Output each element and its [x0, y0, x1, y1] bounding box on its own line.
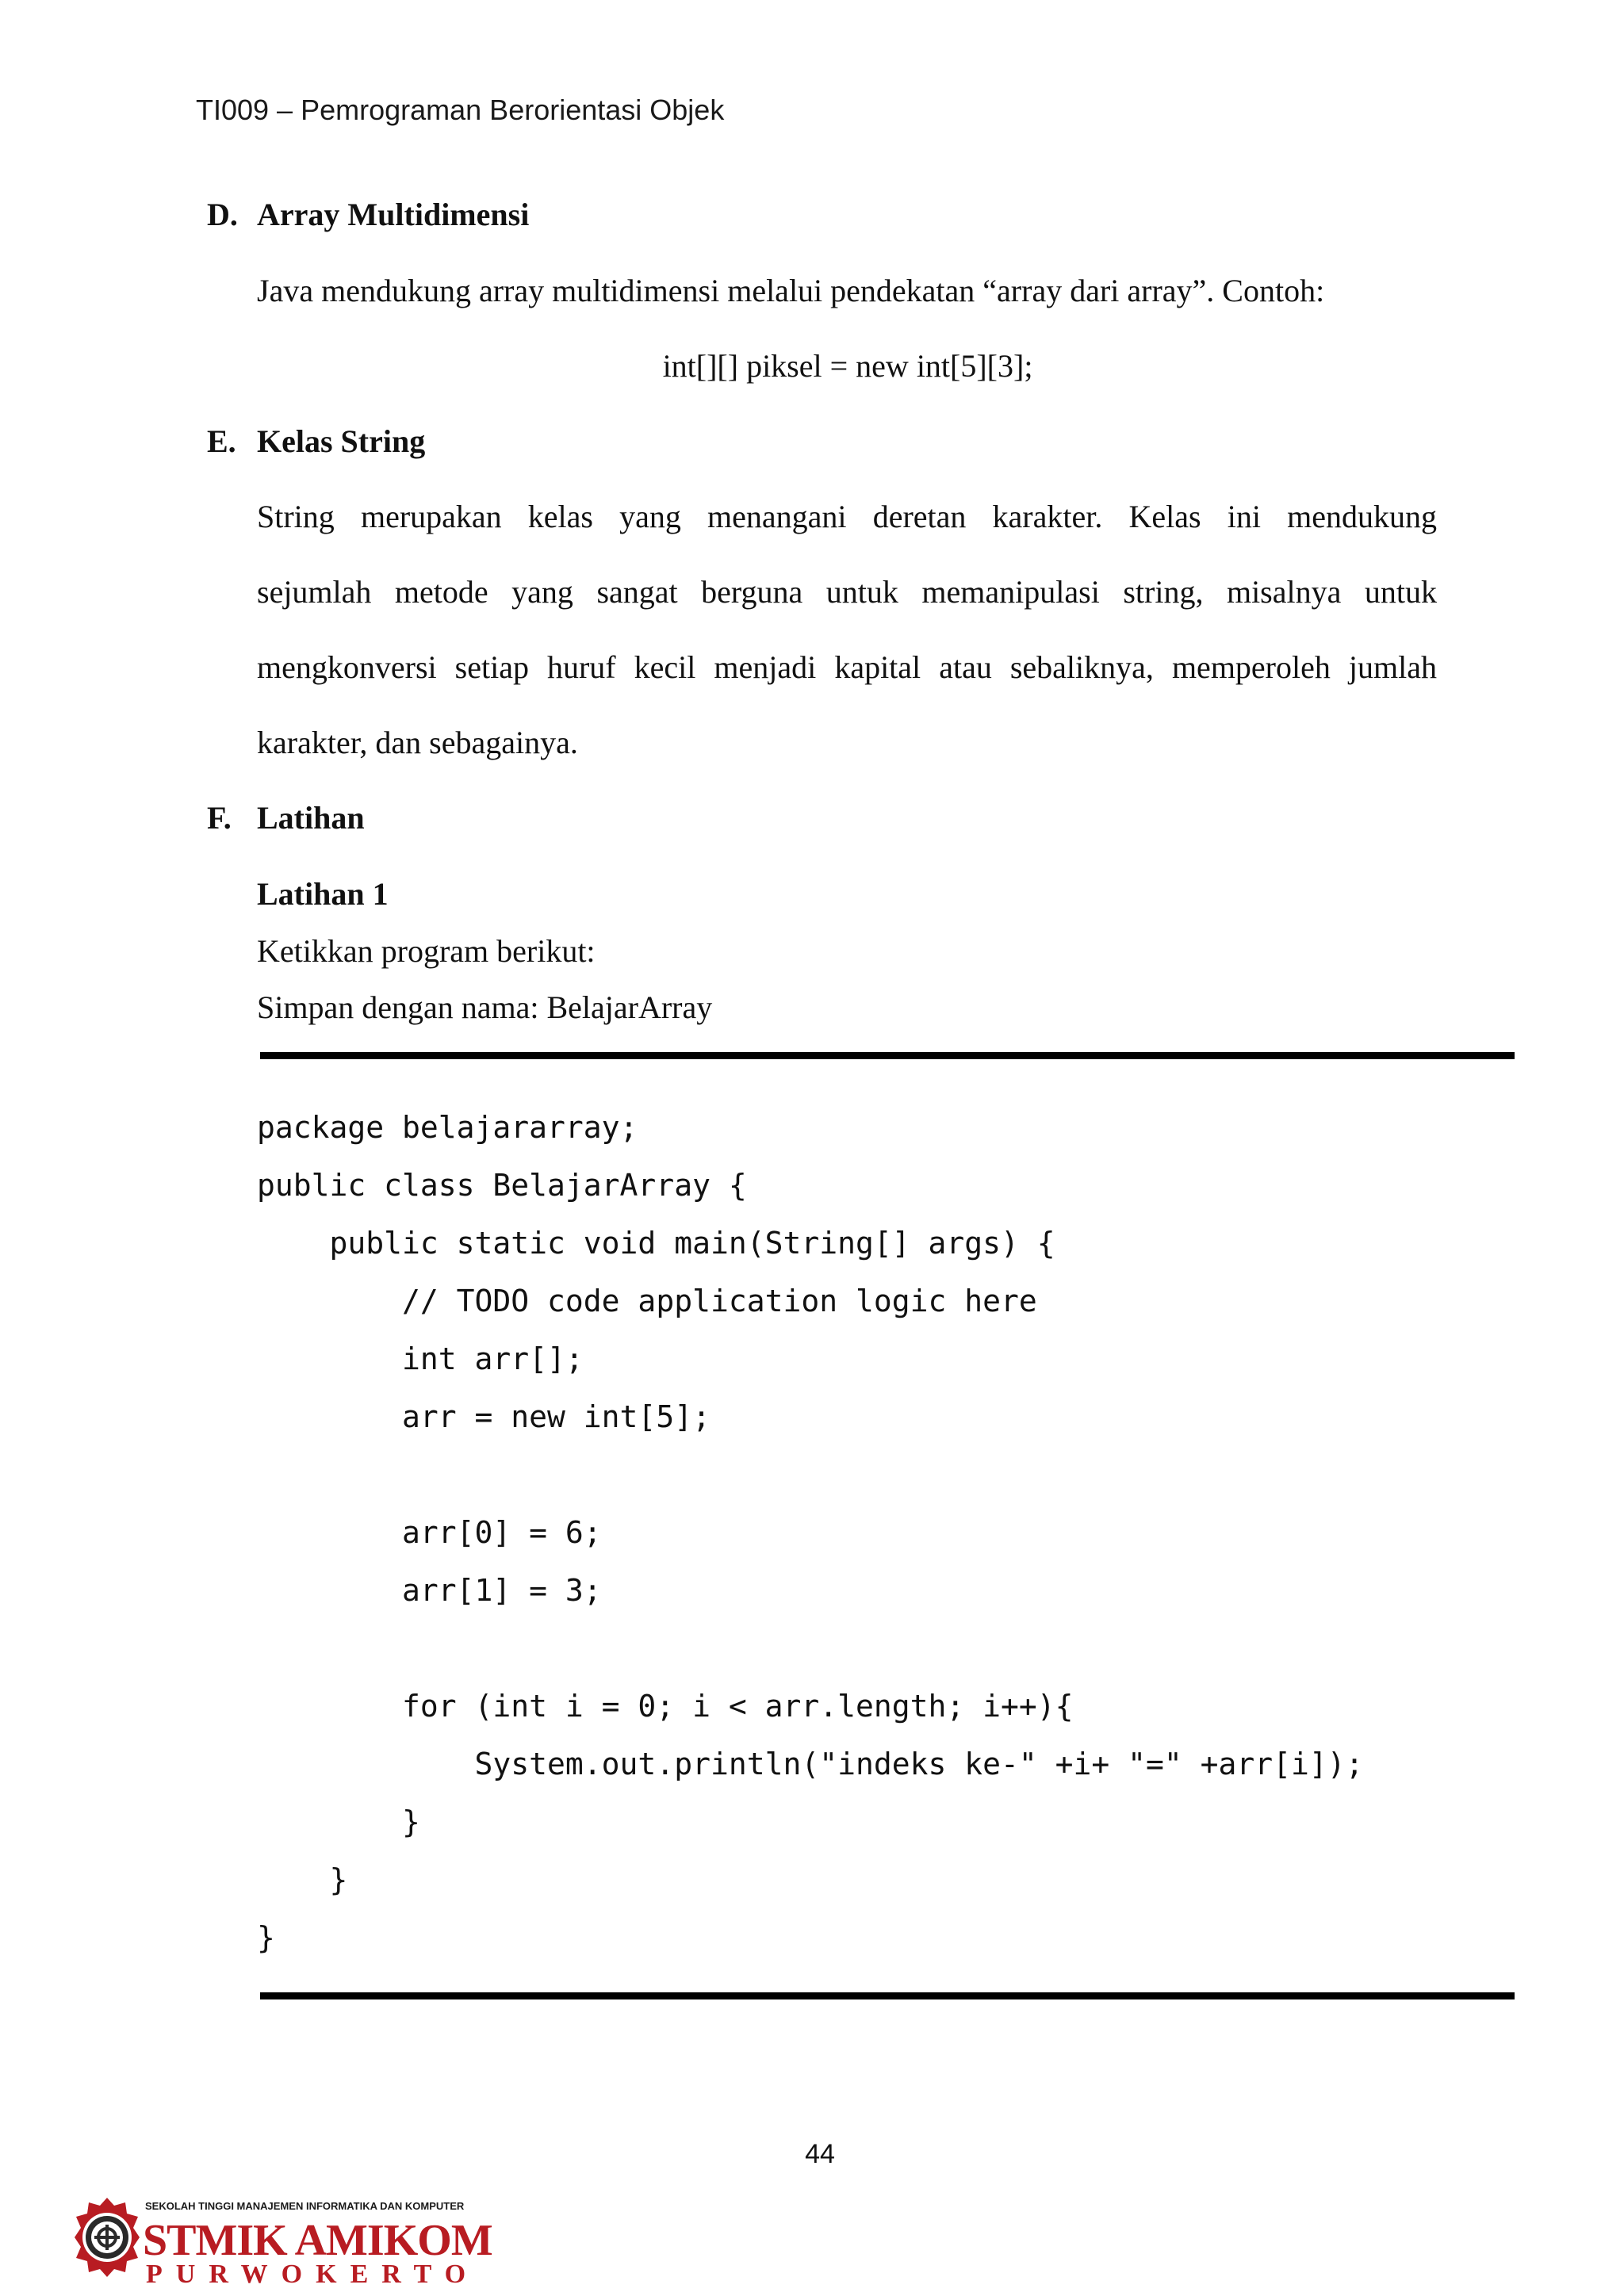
section-e-paragraph-line: karakter, dan sebagainya. — [257, 725, 578, 760]
code-line: for (int i = 0; i < arr.length; i++){ — [257, 1689, 1074, 1724]
code-line: } — [257, 1862, 348, 1897]
code-block — [257, 1099, 1364, 1967]
code-line: package belajararray; — [257, 1110, 638, 1145]
code-bottom-rule — [260, 1992, 1515, 1999]
code-line: public class BelajarArray { — [257, 1168, 747, 1203]
section-d-intro: Java mendukung array multidimensi melalui pendekatan “array dari array”. Contoh: — [257, 273, 1325, 308]
section-e-title: Kelas String — [257, 423, 426, 459]
code-line: } — [257, 1920, 275, 1955]
exercise-instruction: Ketikkan program berikut: — [257, 933, 596, 969]
page-header-title: TI009 – Pemrograman Berorientasi Objek — [196, 94, 725, 126]
code-line: public static void main(String[] args) { — [257, 1226, 1055, 1261]
logo-name: STMIK AMIKOM — [143, 2216, 492, 2265]
section-e-letter: E. — [207, 423, 236, 459]
section-e-paragraph-line: sejumlah metode yang sangat berguna untuk memanipulasi string, misalnya untuk — [257, 574, 1437, 610]
section-f-letter: F. — [207, 800, 232, 836]
page-number: 44 — [805, 2139, 835, 2169]
code-line: arr[0] = 6; — [257, 1515, 602, 1550]
section-d-example: int[][] piksel = new int[5][3]; — [662, 348, 1033, 384]
code-line — [257, 1620, 1364, 1678]
section-e-paragraph-line: mengkonversi setiap huruf kecil menjadi kapital atau sebaliknya, memperoleh jumlah — [257, 649, 1437, 685]
section-d-title: Array Multidimensi — [257, 197, 530, 232]
code-line: // TODO code application logic here — [257, 1284, 1037, 1318]
exercise-save-name: Simpan dengan nama: BelajarArray — [257, 989, 713, 1025]
code-line: arr = new int[5]; — [257, 1399, 710, 1434]
section-f-title: Latihan — [257, 800, 365, 836]
logo-tagline: SEKOLAH TINGGI MANAJEMEN INFORMATIKA DAN KOMPUTER — [145, 2200, 465, 2212]
code-line: int arr[]; — [257, 1341, 584, 1376]
section-e-paragraph-line: String merupakan kelas yang menangani deretan karakter. Kelas ini mendukung — [257, 499, 1437, 534]
logo-city: PURWOKERTO — [146, 2260, 480, 2289]
code-line: arr[1] = 3; — [257, 1573, 602, 1608]
code-top-rule — [260, 1052, 1515, 1059]
stmik-amikom-emblem-icon — [73, 2196, 141, 2279]
section-d-letter: D. — [207, 197, 238, 232]
code-line — [257, 1446, 1364, 1504]
code-line: } — [257, 1804, 420, 1839]
code-line: System.out.println("indeks ke-" +i+ "=" +arr[i]); — [257, 1747, 1364, 1781]
exercise-subtitle: Latihan 1 — [257, 876, 389, 912]
